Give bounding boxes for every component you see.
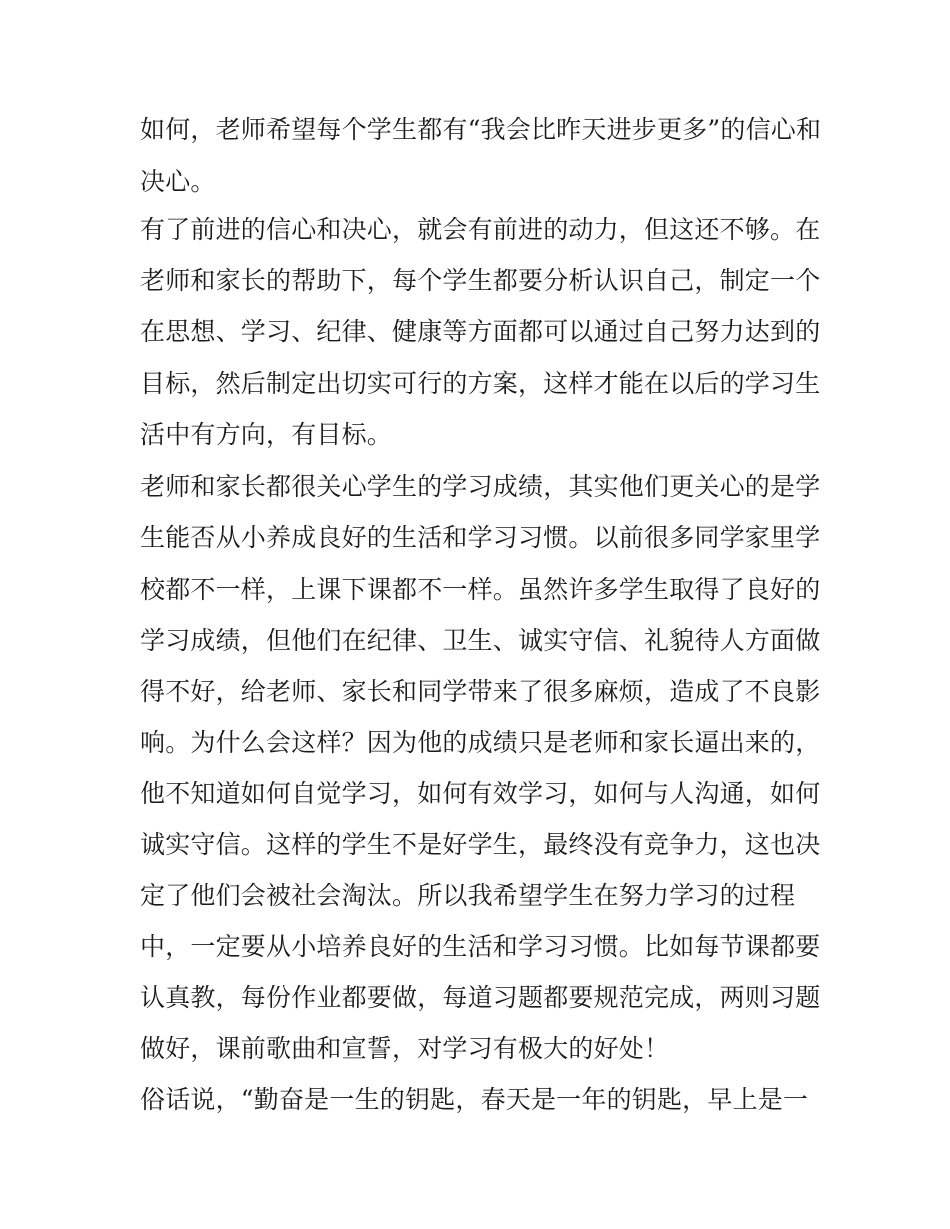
text-line: 活中有方向，有目标。: [140, 420, 393, 449]
text-line: 老师和家长的帮助下，每个学生都要分析认识自己，制定一个: [140, 266, 821, 295]
text-line: 老师和家长都很关心学生的学习成绩，其实他们更关心的是学: [140, 472, 821, 501]
text-line: 响。为什么会这样？因为他的成绩只是老师和家长逼出来的，: [140, 728, 821, 757]
text-line: 俗话说，“勤奋是一生的钥匙，春天是一年的钥匙，早上是一: [140, 1085, 809, 1114]
text-line: 中，一定要从小培养良好的生活和学习习惯。比如每节课都要: [140, 932, 821, 961]
text-line: 如何，老师希望每个学生都有“我会比昨天进步更多”的信心和: [140, 115, 822, 144]
text-line: 校都不一样，上课下课都不一样。虽然许多学生取得了良好的: [140, 575, 821, 604]
text-line: 生能否从小养成良好的生活和学习习惯。以前很多同学家里学: [140, 523, 821, 552]
text-line: 决心。: [140, 167, 216, 196]
text-line: 认真教，每份作业都要做，每道习题都要规范完成，两则习题: [140, 983, 821, 1012]
text-line: 他不知道如何自觉学习，如何有效学习，如何与人沟通，如何: [140, 779, 821, 808]
text-line: 学习成绩，但他们在纪律、卫生、诚实守信、礼貌待人方面做: [140, 626, 821, 655]
text-line: 目标，然后制定出切实可行的方案，这样才能在以后的学习生: [140, 369, 821, 398]
text-line: 得不好，给老师、家长和同学带来了很多麻烦，造成了不良影: [140, 677, 821, 706]
text-line: 有了前进的信心和决心，就会有前进的动力，但这还不够。在: [140, 215, 821, 244]
text-line: 诚实守信。这样的学生不是好学生，最终没有竞争力，这也决: [140, 830, 821, 859]
text-line: 定了他们会被社会淘汰。所以我希望学生在努力学习的过程: [140, 881, 796, 910]
text-line: 在思想、学习、纪律、健康等方面都可以通过自己努力达到的: [140, 317, 821, 346]
text-line: 做好，课前歌曲和宣誓，对学习有极大的好处！: [140, 1034, 670, 1063]
